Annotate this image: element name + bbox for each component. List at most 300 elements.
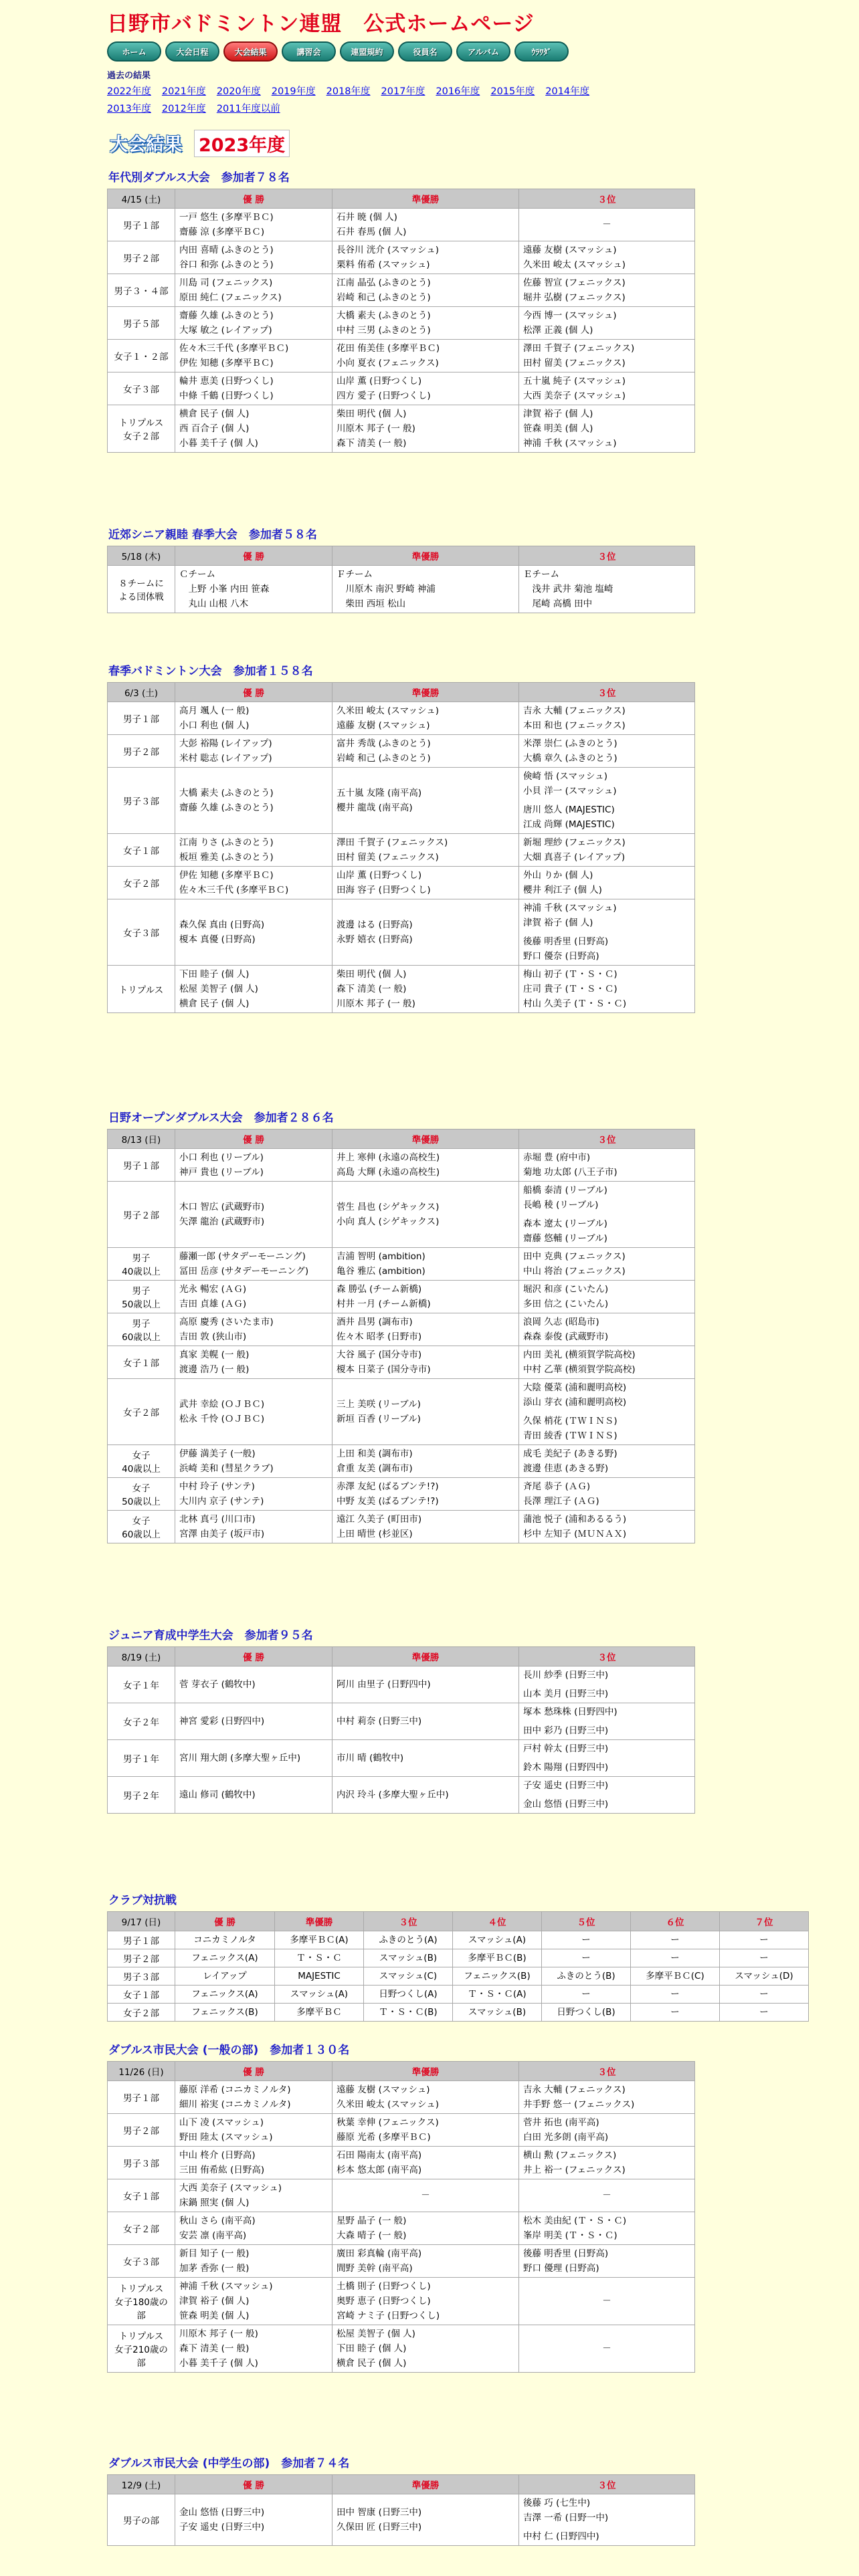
player-entry: コニカミノルタ [193,1935,256,1945]
category-cell [108,1511,175,1543]
player-entry: 神浦 千秋 (スマッシュ) [523,438,617,449]
category-cell [108,702,175,735]
tournament-title: 近郊シニア親睦 春季大会 参加者５８名 [108,528,317,542]
result-cell [332,241,519,274]
player-entry: 森 勝弘 (チーム新橋) [337,1284,422,1295]
player-entry: 久保田 匠 (日野三中) [337,2522,422,2533]
category-label: 女子１部 [123,1358,159,1369]
category-label: 男子３部 [123,2159,159,2169]
table-row [108,2081,695,2114]
player-entry: 大彭 裕陽 (レイアップ) [179,738,272,749]
player-entry: 岩崎 和己 (ふきのとう) [337,753,431,764]
category-cell [108,1703,175,1740]
player-entry: 津賀 裕子 (個 人) [523,409,593,419]
result-cell [332,405,519,453]
player-entry: 西 百合子 (個 人) [179,423,250,434]
result-cell [519,867,695,899]
player-entry: 藤瀬一郎 (サタデーモーニング) [179,1251,306,1262]
result-cell [364,1967,453,1985]
past-year-link[interactable]: 2016年度 [436,86,480,97]
result-cell [175,566,332,613]
nav-button-3[interactable]: 講習会 [282,41,336,62]
player-entry: 杉本 悠太郎 (南平高) [337,2165,422,2175]
category-cell [108,1777,175,1814]
category-label: 女子 [132,1516,151,1527]
category-cell [108,2494,175,2546]
nav-button-6[interactable]: アルバム [456,41,510,62]
category-cell [108,899,175,966]
result-cell [453,1949,542,1967]
tournament-date: 8/19 (土) [108,1647,175,1667]
player-entry: 木口 智広 (武蔵野市) [179,1202,265,1212]
player-entry: 宮澤 由美子 (坂戸市) [179,1529,265,1539]
column-header: 優 勝 [175,189,332,209]
player-entry: 栗料 侑希 (スマッシュ) [337,259,430,270]
player-entry: フェニックス(A) [191,1953,258,1963]
player-entry: 小暮 美千子 (個 人) [179,438,258,449]
results-table [107,2474,695,2546]
player-entry: 川原木 邦子 (一 般) [337,998,415,1009]
column-header: ３位 [519,546,695,566]
player-entry: 日野つくし(B) [557,2007,615,2018]
result-cell [720,2004,809,2022]
player-entry: 金山 悠悟 (日野三中) [179,2507,265,2518]
table-row [108,405,695,453]
nav-button-5[interactable]: 役員名 [398,41,452,62]
player-entry: 大西 美奈子 (スマッシュ) [523,391,626,401]
category-cell [108,209,175,241]
result-cell [519,1667,695,1703]
result-cell [275,1985,364,2004]
past-year-link[interactable]: 2011年度以前 [216,104,280,114]
player-entry: 中條 千鶴 (日野つくし) [179,391,274,401]
past-year-link[interactable]: 2019年度 [271,86,316,97]
player-entry: 阿川 由里子 (日野四中) [337,1679,431,1690]
table-row [108,2494,695,2546]
result-cell [519,2147,695,2179]
result-cell [175,340,332,372]
player-entry: 野口 優奈 (日野高) [523,951,599,962]
result-cell [275,1949,364,1967]
category-cell [108,1478,175,1511]
past-year-link[interactable]: 2013年度 [107,104,151,114]
table-row [108,2212,695,2245]
player-entry: ー [670,2007,680,2018]
player-entry: － [602,219,611,230]
player-entry: 上田 晴世 (杉並区) [337,1529,413,1539]
player-entry: 永野 嬉衣 (日野高) [337,934,413,945]
result-cell [519,2212,695,2245]
player-entry: 大陰 優菜 (浦和麗明高校) [523,1382,627,1393]
player-entry: 松澤 正義 (個 人) [523,325,593,336]
table-row [108,372,695,405]
player-entry: 後藤 明香里 (日野高) [523,936,609,947]
result-cell [332,2325,519,2373]
player-entry: 川原木 邦子 (一 般) [337,423,415,434]
result-cell [332,2212,519,2245]
column-header: 優 勝 [175,1647,332,1667]
player-entry: 笹森 明美 (個 人) [179,2311,250,2321]
player-entry: 斉尾 恭子 (ＡＧ) [523,1481,591,1492]
player-entry: 中村 莉奈 (日野三中) [337,1716,422,1727]
player-entry: 久米田 峻太 (スマッシュ) [337,706,440,716]
player-entry: 小向 夏衣 (フェニックス) [337,358,439,368]
player-entry: 赤堀 豊 (府中市) [523,1152,591,1163]
player-entry: 久米田 峻太 (スマッシュ) [337,2099,440,2110]
player-entry: 吉永 大輔 (フェニックス) [523,706,626,716]
player-entry: 上野 小峯 内田 笹森 [179,584,270,595]
table-row [108,2245,695,2278]
result-cell [519,2081,695,2114]
result-cell [332,1740,519,1777]
category-label: 50歳以上 [122,1299,161,1310]
table-row [108,966,695,1013]
player-entry: ふきのとう(A) [379,1935,438,1945]
nav-button-1[interactable]: 大会日程 [165,41,219,62]
category-cell [108,1985,175,2004]
player-entry: 米村 聡志 (レイアップ) [179,753,272,764]
player-entry: 横倉 民子 (個 人) [179,409,250,419]
tournament-title: クラブ対抗戦 [108,1894,177,1907]
player-entry: 石田 陽南太 (南平高) [337,2150,422,2161]
column-header: ３位 [519,1130,695,1149]
category-label: 女子３部 [123,2257,159,2268]
column-header: 準優勝 [332,546,519,566]
category-label: トリプルス [118,985,164,996]
result-cell [631,1949,720,1967]
player-entry: 山下 凌 (スマッシュ) [179,2117,264,2128]
table-row [108,209,695,241]
player-entry: ふきのとう(B) [557,1971,615,1981]
player-entry: 高月 颯人 (一 般) [179,706,250,716]
category-label: 女子１部 [123,2191,159,2202]
category-label: 女子３部 [123,928,159,939]
player-entry: ー [581,1953,591,1963]
category-label: トリプルス [118,2331,164,2342]
category-cell [108,1379,175,1445]
player-entry: 山岸 薫 (日野つくし) [337,376,422,387]
result-cell [519,735,695,768]
player-entry: 唐川 悠人 (MAJESTIC) [523,804,615,815]
past-year-link[interactable]: 2020年度 [216,86,261,97]
category-label: 女子１・２部 [114,352,169,362]
player-entry: 安芸 凛 (南平高) [179,2230,247,2241]
player-entry: 松屋 美智子 (個 人) [337,2329,415,2339]
player-entry: ー [759,2007,769,2018]
player-entry: 板垣 雅美 (ふきのとう) [179,852,274,863]
player-entry: 多田 信之 (こいたん) [523,1299,609,1309]
tournament-title: 年代別ダブルス大会 参加者７８名 [108,171,290,185]
player-entry: 加茅 香弥 (一 般) [179,2263,250,2274]
category-label: 男子 [132,1319,151,1329]
column-header: 優 勝 [175,1912,275,1931]
result-cell [542,1985,631,2004]
result-cell [519,1149,695,1182]
result-cell [332,1149,519,1182]
table-row [108,1777,695,1814]
category-label: 男子２部 [123,2126,159,2137]
result-cell [519,372,695,405]
nav-button-4[interactable]: 連盟規約 [340,41,394,62]
category-cell [108,566,175,613]
category-label: 男子２部 [123,253,159,264]
player-entry: 伊藤 満美子 (一般) [179,1448,256,1459]
result-cell [175,1379,332,1445]
result-cell [332,340,519,372]
player-entry: フェニックス(B) [191,2007,258,2018]
result-cell [175,1740,332,1777]
category-cell [108,1967,175,1985]
column-header: 準優勝 [332,2475,519,2494]
results-table [107,2061,695,2373]
player-entry: 渡邊 はる (日野高) [337,920,413,930]
category-cell [108,1182,175,1248]
category-label: 男子１部 [123,1161,159,1172]
result-cell [519,307,695,340]
past-year-link[interactable]: 2014年度 [545,86,590,97]
past-year-link[interactable]: 2021年度 [161,86,206,97]
player-entry: 川原木 邦子 (一 般) [179,2329,258,2339]
result-cell [275,1967,364,1985]
player-entry: 野田 陸太 (スマッシュ) [179,2132,273,2143]
category-label: 男子１年 [123,1754,159,1765]
player-entry: 田中 智康 (日野三中) [337,2507,422,2518]
player-entry: 佐々木三千代 (多摩平ＢＣ) [179,885,289,895]
category-cell [108,966,175,1013]
results-table [107,1911,809,2022]
result-cell [332,966,519,1013]
player-entry: 堀井 弘樹 (フェニックス) [523,292,626,303]
result-cell [175,2278,332,2325]
player-entry: スマッシュ(A) [468,1935,527,1945]
result-cell [364,1931,453,1949]
player-entry: 井上 裕一 (フェニックス) [523,2165,626,2175]
player-entry: 大橋 章久 (ふきのとう) [523,753,617,764]
player-entry: 菊地 功太郎 (八王子市) [523,1167,617,1178]
player-entry: 森本 遼太 (リーブル) [523,1218,607,1229]
results-table [107,1646,695,1814]
player-entry: 大森 晴子 (一 般) [337,2230,407,2241]
player-entry: 四方 愛子 (日野つくし) [337,391,431,401]
category-label: 60歳以上 [122,1332,161,1343]
player-entry: 佐々木三千代 (多摩平ＢＣ) [179,343,289,354]
table-row [108,702,695,735]
player-entry: 森下 清美 (一 般) [337,984,407,994]
player-entry: 久米田 峻太 (スマッシュ) [523,259,626,270]
column-header: 準優勝 [332,1647,519,1667]
player-entry: フェニックス(A) [191,1989,258,2000]
tournament-date: 12/9 (土) [108,2475,175,2494]
category-cell [108,340,175,372]
player-entry: 神浦 千秋 (スマッシュ) [523,903,617,914]
player-entry: ー [670,1989,680,2000]
result-cell [631,1967,720,1985]
result-cell [175,1478,332,1511]
nav-button-2[interactable]: 大会結果 [223,41,278,62]
player-entry: 花田 侑美佳 (多摩平ＢＣ) [337,343,440,354]
table-row [108,2179,695,2212]
result-cell [542,2004,631,2022]
player-entry: 真家 美幌 (一 般) [179,1350,250,1360]
category-label: 60歳以上 [122,1529,161,1540]
tournament-title: ジュニア育成中学生大会 参加者９５名 [108,1629,313,1642]
player-entry: 田村 留美 (フェニックス) [337,852,439,863]
nav-button-0[interactable]: ホーム [107,41,161,62]
player-entry: 小口 利也 (リーブル) [179,1152,264,1163]
player-entry: 久保 梢花 (ＴＷＩＮＳ) [523,1416,617,1426]
player-entry: 澤田 千賀子 (フェニックス) [337,837,448,848]
player-entry: 下田 睦子 (個 人) [179,969,250,980]
player-entry: 田中 彩乃 (日野三中) [523,1725,609,1736]
player-entry: 笹森 明美 (個 人) [523,423,593,434]
player-entry: 富井 秀哉 (ふきのとう) [337,738,431,749]
player-entry: 冨田 岳彦 (サタデーモーニング) [179,1266,309,1277]
player-entry: 中山 将治 (フェニックス) [523,1266,626,1277]
player-entry: 藤原 光希 (多摩平ＢＣ) [337,2132,431,2143]
player-entry: － [602,2296,611,2306]
result-cell [332,2147,519,2179]
category-cell [108,1346,175,1379]
player-entry: 遠山 修司 (鶴牧中) [179,1790,256,1800]
main-nav [107,41,569,62]
category-cell [108,2179,175,2212]
nav-button-7[interactable]: ｳﾗﾜﾀﾞ [514,41,569,62]
result-cell [175,2325,332,2373]
result-cell [519,834,695,867]
result-cell [519,1445,695,1478]
result-cell [332,209,519,241]
category-label: 男子１部 [123,1936,159,1947]
player-entry: 菅 芽衣子 (鶴牧中) [179,1679,256,1690]
player-entry: 星野 晶子 (一 般) [337,2216,407,2226]
player-entry: 内沢 玲斗 (多摩大聖ヶ丘中) [337,1790,449,1800]
player-entry: 間野 美幹 (南平高) [337,2263,413,2274]
result-cell [332,2179,519,2212]
result-cell [519,1740,695,1777]
player-entry: 山岸 薫 (日野つくし) [337,870,422,881]
result-cell [175,307,332,340]
player-entry: 細川 裕実 (コニカミノルタ) [179,2099,291,2110]
category-cell [108,2081,175,2114]
result-cell [453,1985,542,2004]
category-label: 男子３部 [123,1972,159,1983]
category-label: 男子３・４部 [114,286,169,297]
player-entry: 長澤 理江子 (ＡＧ) [523,1496,599,1507]
table-row [108,566,695,613]
result-cell [175,1346,332,1379]
tournament-section [107,170,695,453]
past-year-link[interactable]: 2022年度 [107,86,151,97]
result-cell [332,702,519,735]
player-entry: 小貝 洋一 (スマッシュ) [523,786,617,796]
result-cell [519,1182,695,1248]
result-cell [175,2179,332,2212]
result-cell [519,1478,695,1511]
player-entry: 多摩平ＢＣ(A) [290,1935,349,1945]
past-year-link[interactable]: 2018年度 [326,86,371,97]
past-year-link[interactable]: 2015年度 [490,86,535,97]
player-entry: 小口 利也 (個 人) [179,720,250,731]
table-row [108,2147,695,2179]
column-header: ３位 [519,2475,695,2494]
result-cell [519,566,695,613]
table-row [108,1667,695,1703]
player-entry: スマッシュ(B) [379,1953,438,1963]
result-cell [720,1967,809,1985]
category-cell [108,307,175,340]
player-entry: 多摩平ＢＣ(B) [468,1953,527,1963]
player-entry: 五十嵐 友隆 (南平高) [337,788,422,798]
player-entry: ー [670,1953,680,1963]
player-entry: 浜崎 美和 (彗星クラブ) [179,1463,274,1474]
player-entry: 新垣 百香 (リーブル) [337,1414,421,1424]
category-label: 男子１部 [123,714,159,725]
player-entry: Ｔ・Ｓ・Ｃ(B) [379,2007,438,2018]
column-header: ３位 [519,2062,695,2081]
player-entry: 石井 春馬 (個 人) [337,227,407,237]
player-entry: 川原木 南沢 野崎 神浦 [337,584,436,595]
player-entry: 中村 三男 (ふきのとう) [337,325,431,336]
table-row [108,1949,809,1967]
category-label: 40歳以上 [122,1267,161,1277]
player-entry: 吉永 大輔 (フェニックス) [523,2084,626,2095]
player-entry: 丸山 山根 八木 [179,599,249,609]
player-entry: 長川 紗季 (日野三中) [523,1670,609,1681]
table-row [108,1740,695,1777]
result-cell [519,2325,695,2373]
player-entry: 倉重 友美 (調布市) [337,1463,413,1474]
player-entry: 齋藤 久雄 (ふきのとう) [179,802,274,813]
tournament-section [107,2456,695,2546]
category-label: 女子２年 [123,1717,159,1728]
result-cell [275,1931,364,1949]
player-entry: 青田 綾香 (ＴＷＩＮＳ) [523,1430,617,1441]
tournament-date: 6/3 (土) [108,683,175,702]
result-cell [364,2004,453,2022]
result-cell [175,274,332,307]
result-cell [519,2494,695,2546]
player-entry: 菅井 拓也 (南平高) [523,2117,599,2128]
past-year-link[interactable]: 2017年度 [381,86,425,97]
result-cell [332,2494,519,2546]
result-cell [175,834,332,867]
column-header: 準優勝 [332,683,519,702]
player-entry: － [602,2190,611,2201]
results-table [107,1129,695,1543]
category-cell [108,2245,175,2278]
past-year-link[interactable]: 2012年度 [161,104,206,114]
player-entry: 五十嵐 純子 (スマッシュ) [523,376,626,387]
player-entry: 津賀 裕子 (個 人) [523,918,593,928]
result-cell [519,2278,695,2325]
player-entry: 神浦 千秋 (スマッシュ) [179,2281,273,2292]
result-cell [542,1967,631,1985]
player-entry: 小暮 美千子 (個 人) [179,2358,258,2369]
player-entry: 宮崎 ナミ子 (日野つくし) [337,2311,440,2321]
result-cell [519,1379,695,1445]
player-entry: 澤田 千賀子 (フェニックス) [523,343,635,354]
result-cell [519,899,695,966]
player-entry: 遠藤 友樹 (スマッシュ) [337,2084,430,2095]
result-cell [631,1931,720,1949]
result-cell [453,2004,542,2022]
player-entry: 中村 仁 (日野四中) [523,2531,599,2542]
category-cell [108,867,175,899]
category-label: 男子５部 [123,319,159,330]
past-results-label: 過去の結果 [107,71,151,81]
player-entry: 榎本 日菜子 (国分寺市) [337,1364,431,1375]
player-entry: 村山 久美子 (Ｔ・Ｓ・Ｃ) [523,998,627,1009]
